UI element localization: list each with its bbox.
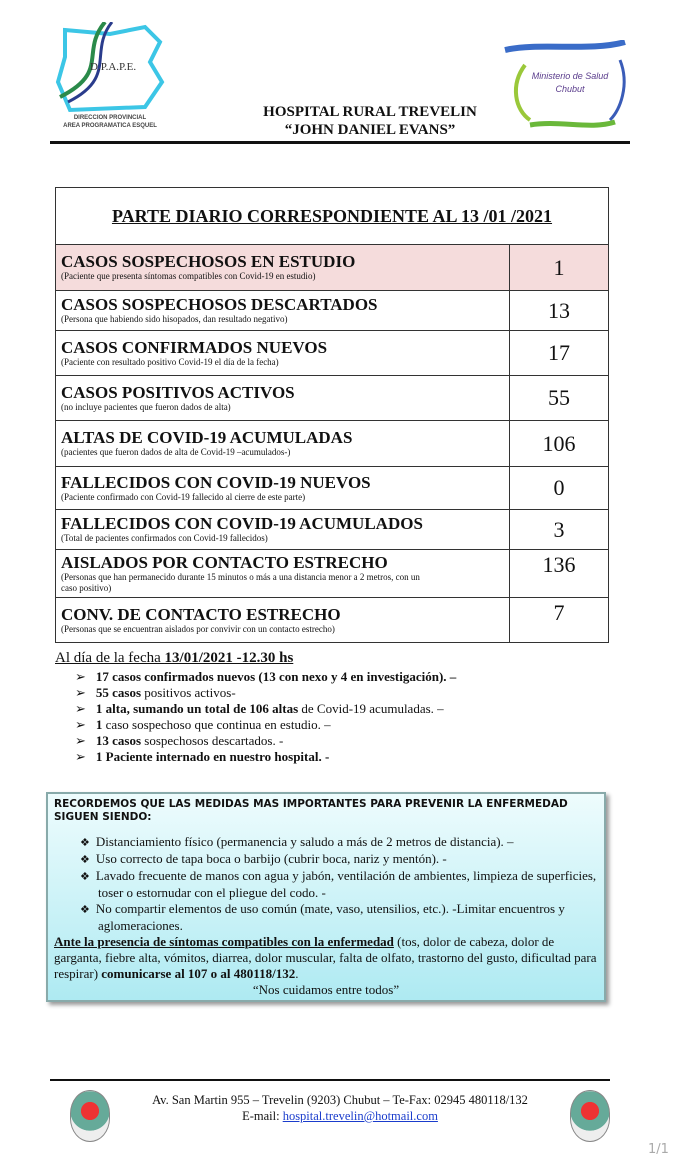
row-note: (no incluye pacientes que fueron dados de alta) <box>61 401 231 412</box>
coat-of-arms-icon <box>570 1090 610 1142</box>
row-value: 55 <box>510 376 609 421</box>
row-value: 1 <box>510 245 609 291</box>
table-row <box>56 510 609 550</box>
table-row <box>56 376 609 421</box>
row-label: CASOS SOSPECHOSOS EN ESTUDIO <box>61 252 356 271</box>
daily-report-table <box>55 187 609 643</box>
row-value: 136 <box>510 550 609 598</box>
dpape-logo <box>50 22 170 134</box>
row-label: FALLECIDOS CON COVID-19 NUEVOS <box>61 472 371 492</box>
email-link[interactable]: hospital.trevelin@hotmail.com <box>282 1109 438 1123</box>
table-row <box>56 331 609 376</box>
symptoms-notice: Ante la presencia de síntomas compatibles con la enfermedad (tos, dolor de cabeza, dolor de garganta, fiebre alta, vómitos, diarrea, dolor muscular, falta de olfato, trastorno del gusto, dificultad para respirar) comunicarse al 107 o al 480118/132. <box>54 934 597 981</box>
footer-address: Av. San Martin 955 – Trevelin (9203) Chubut – Te-Fax: 02945 480118/132 <box>152 1093 528 1107</box>
summary-item: ➢ 1 Paciente internado en nuestro hospital. - <box>75 749 456 765</box>
row-label: AISLADOS POR CONTACTO ESTRECHO <box>61 552 388 572</box>
row-value: 17 <box>510 331 609 376</box>
row-note: (pacientes que fueron dados de alta de Covid-19 –acumulados-) <box>61 447 291 457</box>
measure-item: ❖ Lavado frecuente de manos con agua y jabón, ventilación de ambientes, limpieza de superficies, toser o estornudar con el pliegue del codo. - <box>80 868 598 901</box>
footer-divider <box>50 1079 610 1081</box>
row-value: 0 <box>510 467 609 510</box>
summary-date: 13/01/2021 -12.30 hs <box>164 650 294 666</box>
row-value: 3 <box>510 510 609 550</box>
coat-of-arms-icon <box>70 1090 110 1142</box>
row-note: (Personas que se encuentran aislados por convivir con un contacto estrecho) <box>61 623 335 634</box>
row-label: CASOS POSITIVOS ACTIVOS <box>61 382 295 402</box>
row-value: 13 <box>510 291 609 331</box>
summary-item: ➢ 13 casos sospechosos descartados. - <box>75 733 456 749</box>
summary-item: ➢ 1 caso sospechoso que continua en estudio. – <box>75 717 456 733</box>
summary-item: ➢ 17 casos confirmados nuevos (13 con nexo y 4 en investigación). – <box>75 669 456 685</box>
row-label: CASOS CONFIRMADOS NUEVOS <box>61 337 328 357</box>
report-title-cell <box>56 188 609 245</box>
summary-item: ➢ 55 casos positivos activos- <box>75 685 456 701</box>
logo-text: Ministerio de Salud <box>531 71 609 81</box>
row-note: (Total de pacientes confirmados con Covid-19 fallecidos) <box>61 533 268 543</box>
logo-text: Chubut <box>555 84 585 94</box>
header-divider <box>50 141 630 144</box>
hospital-name: “JOHN DANIEL EVANS” <box>284 122 456 138</box>
table-row <box>56 291 609 331</box>
measures-title: RECORDEMOS QUE LAS MEDIDAS MAS IMPORTANTES PARA PREVENIR LA ENFERMEDAD SIGUEN SIENDO: <box>54 798 568 823</box>
row-note: (Paciente confirmado con Covid-19 fallecido al cierre de este parte) <box>61 491 306 502</box>
prevention-measures-box <box>46 792 606 1002</box>
row-note: (Personas que han permanecido durante 15 minutos o más a una distancia menor a 2 metros, con un caso positivo) <box>61 571 420 593</box>
row-note: (Paciente con resultado positivo Covid-19 el día de la fecha) <box>61 356 279 367</box>
measure-item: ❖ No compartir elementos de uso común (mate, vaso, utensilios, etc.). -Limitar encuentros y aglomeraciones. <box>80 901 598 934</box>
motto: “Nos cuidamos entre todos” <box>252 982 400 997</box>
table-row <box>56 245 609 291</box>
logo-caption: AREA PROGRAMATICA ESQUEL <box>63 123 157 129</box>
row-value: 106 <box>510 421 609 467</box>
row-label: FALLECIDOS CON COVID-19 ACUMULADOS <box>61 514 423 533</box>
row-label: CASOS SOSPECHOSOS DESCARTADOS <box>61 295 378 314</box>
hospital-title: HOSPITAL RURAL TREVELIN <box>263 104 477 120</box>
row-label: CONV. DE CONTACTO ESTRECHO <box>61 604 341 624</box>
table-row <box>56 421 609 467</box>
summary-prefix: Al día de la fecha <box>55 650 165 666</box>
table-row <box>56 467 609 510</box>
row-value: 7 <box>510 598 609 643</box>
page-indicator: 1/1 <box>648 1142 669 1157</box>
svg-text:D.P.A.P.E.: D.P.A.P.E. <box>90 61 137 73</box>
measure-item: ❖ Distanciamiento físico (permanencia y saludo a más de 2 metros de distancia). – <box>80 834 598 851</box>
row-label: ALTAS DE COVID-19 ACUMULADAS <box>61 428 353 447</box>
table-row <box>56 598 609 643</box>
daily-summary <box>55 650 456 765</box>
summary-item: ➢ 1 alta, sumando un total de 106 altas de Covid-19 acumuladas. – <box>75 701 456 717</box>
measure-item: ❖ Uso correcto de tapa boca o barbijo (cubrir boca, nariz y mentón). - <box>80 851 598 868</box>
logo-caption: DIRECCION PROVINCIAL <box>73 115 147 121</box>
hospital-heading <box>200 103 540 139</box>
table-row <box>56 550 609 598</box>
row-note: (Paciente que presenta síntomas compatibles con Covid-19 en estudio) <box>61 271 316 281</box>
email-label: E-mail: <box>242 1109 283 1123</box>
footer <box>120 1092 560 1124</box>
row-note: (Persona que habiendo sido hisopados, dan resultado negativo) <box>61 314 288 324</box>
report-title: PARTE DIARIO CORRESPONDIENTE AL 13 /01 /2021 <box>111 205 553 226</box>
